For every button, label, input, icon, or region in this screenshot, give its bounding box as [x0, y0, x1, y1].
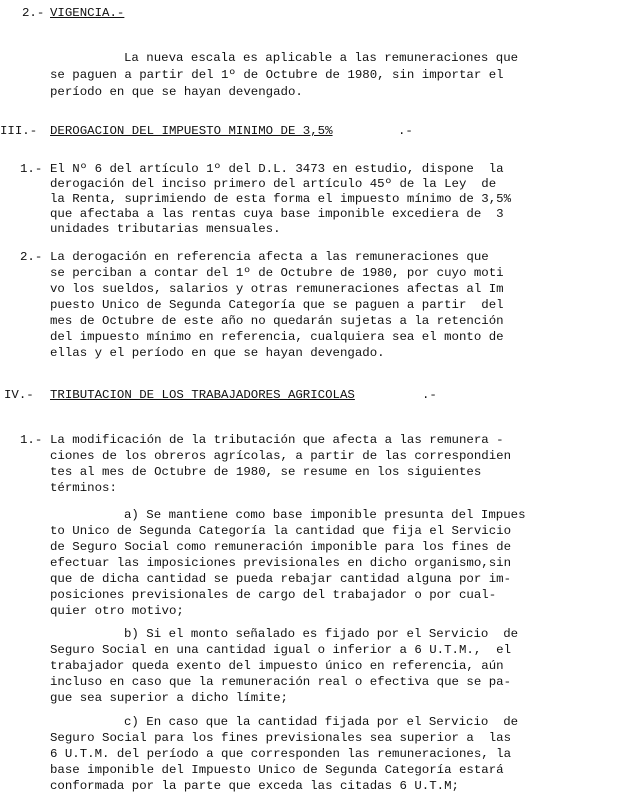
sub-a-line-4: efectuar las imposiciones previsionales en dicho organismo,sin	[50, 556, 512, 570]
section-2-title: VIGENCIA.-	[50, 6, 125, 20]
section-IV-title: TRIBUTACION DE LOS TRABAJADORES AGRICOLAS	[50, 388, 355, 402]
section-III-item-1-line-5: unidades tributarias mensuales.	[50, 222, 281, 236]
section-IV-item-1-line-2: ciones de los obreros agrícolas, a partir de las correspondien	[50, 449, 512, 463]
section-III-item-2-line-3: vo los sueldos, salarios y otras remuneraciones afectas al Im	[50, 282, 504, 296]
section-III-item-2-line-1: La derogación en referencia afecta a las remuneraciones que	[50, 250, 489, 264]
section-III-item-2-number: 2.-	[20, 250, 43, 264]
section-III-item-1-number: 1.-	[20, 162, 43, 176]
section-2-line-1: La nueva escala es aplicable a las remuneraciones que	[124, 51, 519, 65]
sub-b-line-4: incluso en caso que la remuneración real o efectiva que se pa-	[50, 675, 512, 689]
section-IV-item-1-line-3: tes al mes de Octubre de 1980, se resume en los siguientes	[50, 465, 482, 479]
section-IV-item-1-line-4: términos:	[50, 481, 117, 495]
sub-c-line-2: Seguro Social para los fines previsionales sea superior a las	[50, 731, 512, 745]
section-2-line-3: período en que se hayan devengado.	[50, 85, 303, 99]
section-III-item-2-line-5: mes de Octubre de este año no quedarán sujetas a la retención	[50, 314, 504, 328]
section-III-item-1-line-4: que afectaba a las rentas cuya base imponible excediera de 3	[50, 207, 504, 221]
sub-b-line-2: Seguro Social en una cantidad igual o inferior a 6 U.T.M., el	[50, 643, 512, 657]
sub-b-line-5: gue sea superior a dicho límite;	[50, 691, 288, 705]
section-III-title-suffix: .-	[398, 124, 413, 138]
section-III-title: DEROGACION DEL IMPUESTO MINIMO DE 3,5%	[50, 124, 333, 138]
section-2-number: 2.-	[22, 6, 45, 20]
section-III-item-2-line-7: ellas y el período en que se hayan devengado.	[50, 346, 385, 360]
section-IV-item-1-line-1: La modificación de la tributación que afecta a las remunera -	[50, 433, 504, 447]
sub-c-line-3: 6 U.T.M. del período a que corresponden las remuneraciones, la	[50, 747, 512, 761]
section-III-item-1-line-2: derogación del inciso primero del artículo 45º de la Ley de	[50, 177, 497, 191]
sub-a-line-1: a) Se mantiene como base imponible presunta del Impues	[124, 508, 526, 522]
sub-a-line-7: quier otro motivo;	[50, 604, 184, 618]
sub-a-line-5: que de dicha cantidad se pueda rebajar cantidad alguna por im-	[50, 572, 512, 586]
section-IV-number: IV.-	[4, 388, 34, 402]
section-III-item-2-line-4: puesto Unico de Segunda Categoría que se paguen a partir del	[50, 298, 504, 312]
section-IV-title-suffix: .-	[422, 388, 437, 402]
section-IV-item-1-number: 1.-	[20, 433, 43, 447]
section-2-line-2: se paguen a partir del 1º de Octubre de 1980, sin importar el	[50, 68, 504, 82]
section-III-item-1-line-3: la Renta, suprimiendo de esta forma el impuesto mínimo de 3,5%	[50, 192, 512, 206]
section-III-item-2-line-2: se perciban a contar del 1º de Octubre de 1980, por cuyo moti	[50, 266, 504, 280]
sub-c-line-5: conformada por la parte que exceda las citadas 6 U.T.M;	[50, 779, 459, 793]
sub-a-line-6: posiciones previsionales de cargo del trabajador o por cual-	[50, 588, 497, 602]
sub-b-line-3: trabajador queda exento del impuesto único en referencia, aún	[50, 659, 504, 673]
sub-a-line-2: to Unico de Segunda Categoría la cantidad que fija el Servicio	[50, 524, 512, 538]
sub-c-line-1: c) En caso que la cantidad fijada por el Servicio de	[124, 715, 519, 729]
section-III-item-1-line-1: El Nº 6 del artículo 1º del D.L. 3473 en estudio, dispone la	[50, 162, 504, 176]
section-III-item-2-line-6: del impuesto mínimo en referencia, cualquiera sea el monto de	[50, 330, 504, 344]
sub-c-line-4: base imponible del Impuesto Unico de Segunda Categoría estará	[50, 763, 504, 777]
sub-a-line-3: de Seguro Social como remuneración imponible para los fines de	[50, 540, 512, 554]
sub-b-line-1: b) Si el monto señalado es fijado por el Servicio de	[124, 627, 519, 641]
section-III-number: III.-	[0, 124, 38, 138]
